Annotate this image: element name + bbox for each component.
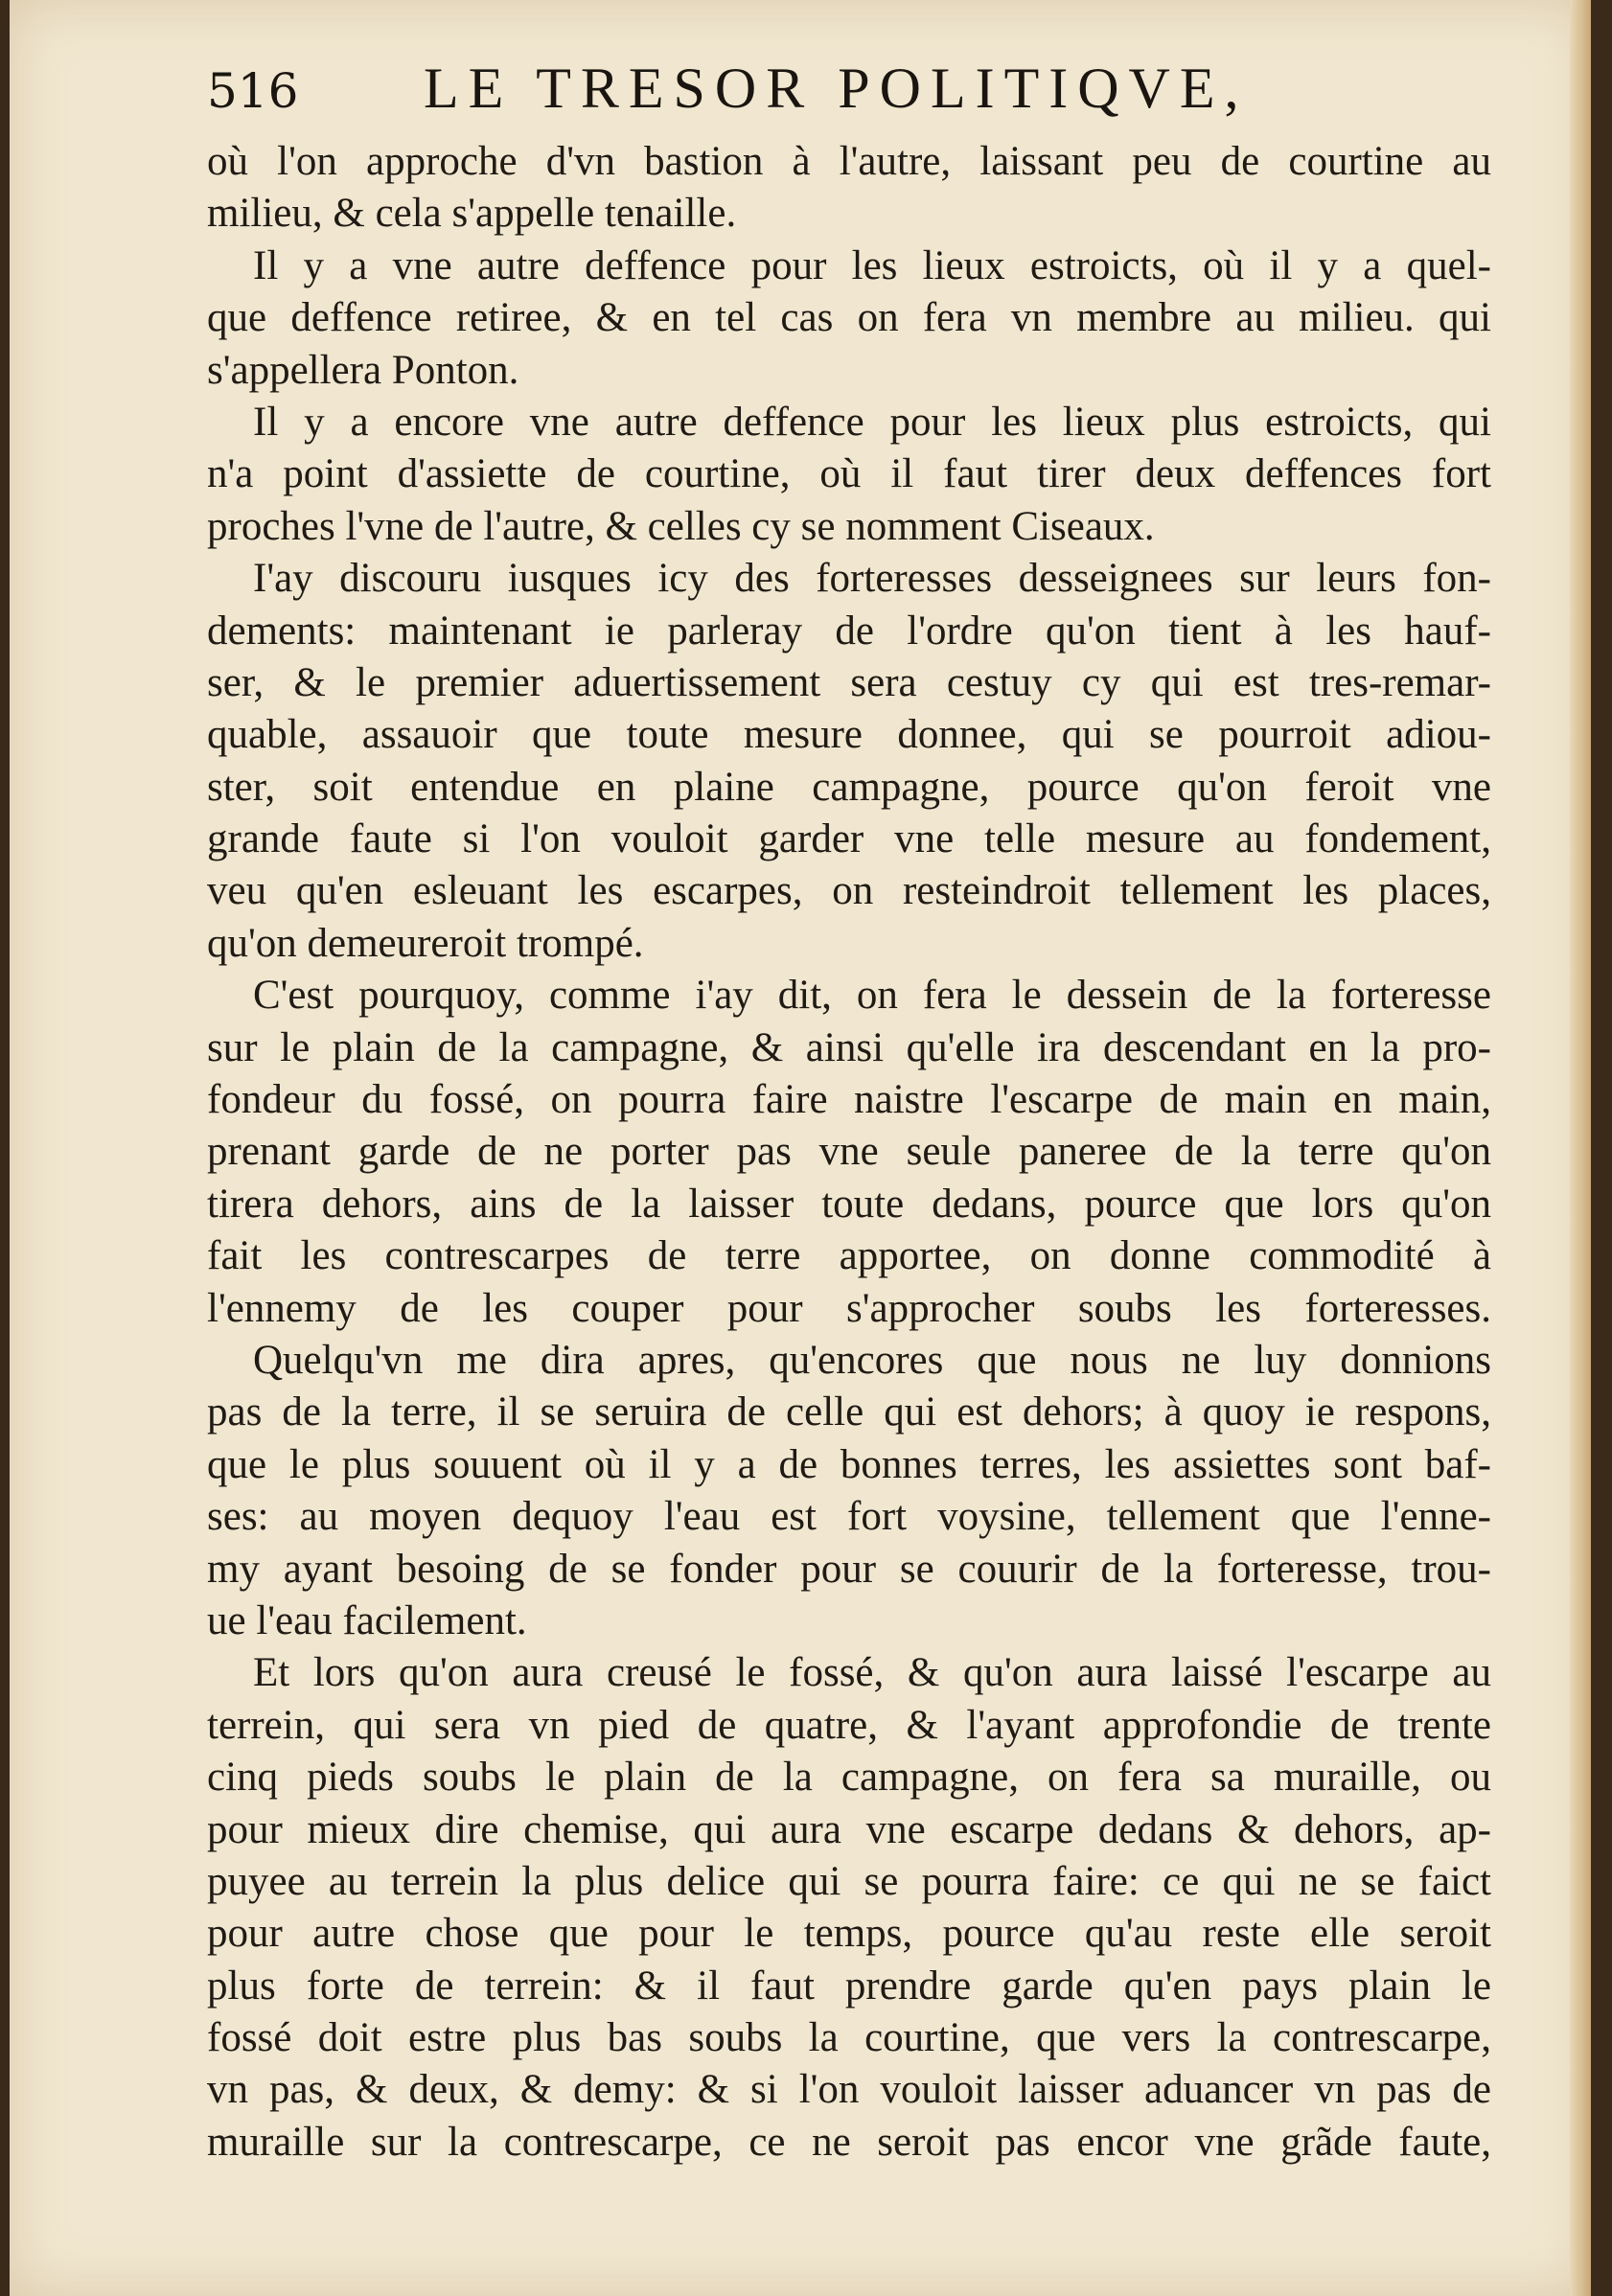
text-line: n'a point d'assiette de courtine, où il faut tirer deux deffences fort: [207, 451, 1491, 497]
text-line: pour mieux dire chemise, qui aura vne escarpe dedans & dehors, ap-: [207, 1806, 1491, 1852]
text-line: dements: maintenant ie parleray de l'ordre qu'on tient à les hauf-: [207, 608, 1491, 654]
text-line: s'appellera Ponton.: [207, 347, 519, 393]
text-line: Il y a vne autre deffence pour les lieux estroicts, où il y a quel-: [253, 242, 1491, 288]
running-title: LE TRESOR POLITIQVE,: [424, 57, 1249, 120]
text-line: my ayant besoing de se fonder pour se couurir de la forteresse, trou-: [207, 1546, 1491, 1592]
text-line: proches l'vne de l'autre, & celles cy se nomment Ciseaux.: [207, 503, 1155, 549]
text-line: muraille sur la contrescarpe, ce ne seroit pas encor vne grãde faute,: [207, 2119, 1491, 2165]
text-line: fait les contrescarpes de terre apportee, on donne commodité à: [207, 1233, 1491, 1279]
text-line: I'ay discouru iusques icy des forteresses desseignees sur leurs fon-: [253, 556, 1491, 602]
text-line: pas de la terre, il se seruira de celle qui est dehors; à quoy ie respons,: [207, 1389, 1491, 1435]
text-line: ser, & le premier aduertissement sera cestuy cy qui est tres-remar-: [207, 659, 1491, 705]
page-edge: [1570, 0, 1591, 2296]
text-line: quable, assauoir que toute mesure donnee, qui se pourroit adiou-: [207, 712, 1491, 758]
text-line: cinq pieds soubs le plain de la campagne, on fera sa muraille, ou: [207, 1755, 1491, 1801]
text-line: prenant garde de ne porter pas vne seule paneree de la terre qu'on: [207, 1129, 1491, 1175]
text-line: vn pas, & deux, & demy: & si l'on vouloit laisser aduancer vn pas de: [207, 2067, 1491, 2113]
text-line: fondeur du fossé, on pourra faire naistre l'escarpe de main en main,: [207, 1077, 1491, 1123]
text-line: terrein, qui sera vn pied de quatre, & l'ayant approfondie de trente: [207, 1702, 1491, 1748]
text-line: ster, soit entendue en plaine campagne, pource qu'on feroit vne: [207, 764, 1491, 810]
text-line: que le plus souuent où il y a de bonnes terres, les assiettes sont baf-: [207, 1441, 1491, 1487]
text-line: pour autre chose que pour le temps, pource qu'au reste elle seroit: [207, 1911, 1491, 1957]
text-body: [207, 136, 1491, 2169]
text-line: puyee au terrein la plus delice qui se pourra faire: ce qui ne se faict: [207, 1858, 1491, 1904]
page-number: 516: [207, 63, 299, 119]
book-page: [10, 0, 1591, 2296]
text-line: plus forte de terrein: & il faut prendre garde qu'en pays plain le: [207, 1963, 1491, 2009]
text-line: milieu, & cela s'appelle tenaille.: [207, 191, 737, 237]
text-line: ue l'eau facilement.: [207, 1597, 527, 1643]
text-line: ses: au moyen dequoy l'eau est fort voysine, tellement que l'enne-: [207, 1494, 1491, 1540]
text-line: qu'on demeureroit trompé.: [207, 920, 644, 966]
text-line: où l'on approche d'vn bastion à l'autre, laissant peu de courtine au: [207, 139, 1491, 184]
text-line: que deffence retiree, & en tel cas on fera vn membre au milieu. qui: [207, 295, 1491, 341]
text-line: grande faute si l'on vouloit garder vne telle mesure au fondement,: [207, 816, 1491, 862]
text-line: fossé doit estre plus bas soubs la courtine, que vers la contrescarpe,: [207, 2015, 1491, 2061]
text-line: Et lors qu'on aura creusé le fossé, & qu'on aura laissé l'escarpe au: [253, 1650, 1491, 1696]
text-line: sur le plain de la campagne, & ainsi qu'elle ira descendant en la pro-: [207, 1024, 1491, 1070]
page-header: [207, 56, 1290, 142]
text-line: C'est pourquoy, comme i'ay dit, on fera le dessein de la forteresse: [253, 973, 1491, 1019]
text-line: Quelqu'vn me dira apres, qu'encores que nous ne luy donnions: [253, 1337, 1491, 1383]
text-line: tirera dehors, ains de la laisser toute dedans, pource que lors qu'on: [207, 1181, 1491, 1227]
text-line: Il y a encore vne autre deffence pour les lieux plus estroicts, qui: [253, 399, 1491, 445]
text-line: l'ennemy de les couper pour s'approcher soubs les forteresses.: [207, 1285, 1491, 1331]
text-line: veu qu'en esleuant les escarpes, on resteindroit tellement les places,: [207, 868, 1491, 914]
